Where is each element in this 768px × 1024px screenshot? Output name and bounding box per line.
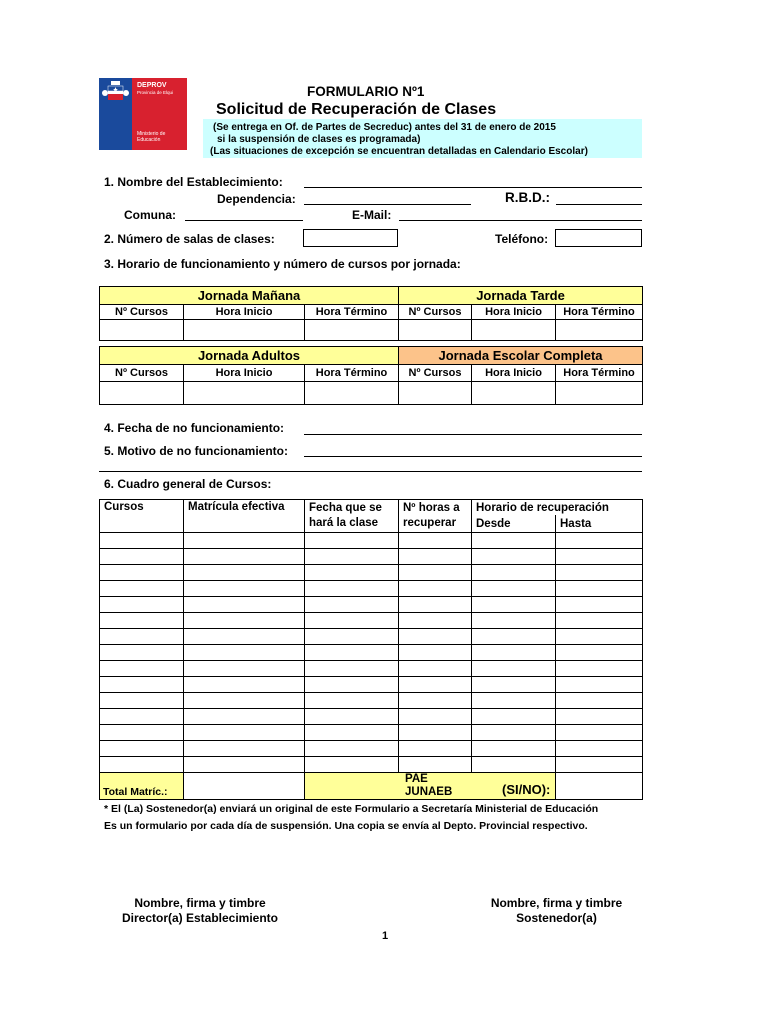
input-rbd[interactable] [556,204,642,205]
col-ncursos: Nº Cursos [399,365,472,382]
table-jornada-adultos-completa [99,346,643,405]
header-jornada-adultos: Jornada Adultos [100,347,399,365]
label-email: E-Mail: [352,208,392,222]
input-cell[interactable] [184,661,305,677]
input-cell[interactable] [399,320,472,341]
input-cell[interactable] [184,725,305,741]
input-cell[interactable] [556,597,643,613]
input-cell[interactable] [472,725,556,741]
input-cell[interactable] [472,757,556,773]
form-subtitle: Solicitud de Recuperación de Clases [216,101,497,118]
note-2: si la suspensión de clases es programada) [217,134,421,145]
col-hora-inicio: Hora Inicio [184,365,305,382]
input-cell[interactable] [184,549,305,565]
input-cell[interactable] [305,741,399,757]
signature-sostenedor-line2: Sostenedor(a) [516,911,597,925]
table-row [100,757,643,773]
input-cell[interactable] [184,677,305,693]
input-cell[interactable] [100,741,184,757]
input-cell[interactable] [305,725,399,741]
input-cell[interactable] [305,533,399,549]
input-cell[interactable] [556,645,643,661]
input-cell[interactable] [472,581,556,597]
header-fecha-line2: hará la clase [309,517,379,529]
input-cell[interactable] [100,533,184,549]
input-cell[interactable] [100,613,184,629]
pae-line1: PAE [405,773,428,785]
col-hora-termino: Hora Término [556,365,643,382]
input-cell[interactable] [399,661,472,677]
header-matricula: Matrícula efectiva [184,500,305,533]
input-cell[interactable] [472,645,556,661]
input-cell[interactable] [556,709,643,725]
input-fecha-no[interactable] [304,434,642,435]
pae-label [405,773,452,799]
header-jornada-completa: Jornada Escolar Completa [399,347,643,365]
footnote-1: * El (La) Sostenedor(a) enviará un original de este Formulario a Secretaría Ministerial de Educación [104,803,599,815]
input-cell[interactable] [100,382,184,405]
input-cell[interactable] [100,725,184,741]
input-cell[interactable] [556,629,643,645]
input-cell[interactable] [305,645,399,661]
input-cell[interactable] [184,320,305,341]
input-cell[interactable] [556,382,643,405]
header-fecha [305,500,399,533]
input-cell[interactable] [100,549,184,565]
header-horario-recuperacion: Horario de recuperación [472,500,643,516]
header-desde: Desde [472,515,556,532]
input-cell[interactable] [305,677,399,693]
form-title: FORMULARIO Nº1 [307,84,425,99]
input-cell[interactable] [399,741,472,757]
input-cell[interactable] [399,382,472,405]
header-jornada-tarde: Jornada Tarde [399,287,643,305]
input-cell[interactable] [100,629,184,645]
footnote-2: Es un formulario por cada día de suspensión. Una copia se envía al Depto. Provincial respectivo. [104,820,588,832]
signature-director-line2: Director(a) Establecimiento [121,911,279,925]
label-motivo-no: 5. Motivo de no funcionamiento: [104,444,288,458]
input-cell[interactable] [556,549,643,565]
input-cell[interactable] [100,320,184,341]
input-cell[interactable] [305,661,399,677]
col-hora-termino: Hora Término [556,305,643,320]
input-motivo-extra[interactable] [99,471,642,472]
header-horas-line2: recuperar [403,517,457,529]
input-cell[interactable] [305,597,399,613]
input-cell[interactable] [472,565,556,581]
table-row [100,645,643,661]
table-row [100,565,643,581]
input-cell[interactable] [399,613,472,629]
table-row [100,581,643,597]
input-comuna[interactable] [185,220,303,221]
table-cursos [99,499,643,800]
table-row [100,741,643,757]
col-hora-inicio: Hora Inicio [184,305,305,320]
header-fecha-line1: Fecha que se [309,502,382,514]
input-cell[interactable] [184,709,305,725]
input-cell[interactable] [305,320,399,341]
input-cell[interactable] [472,533,556,549]
input-cell[interactable] [305,613,399,629]
header-horas [399,500,472,533]
input-cell[interactable] [399,677,472,693]
input-cell[interactable] [472,320,556,341]
note-3: (Las situaciones de excepción se encuentran detalladas en Calendario Escolar) [210,146,588,157]
input-cell[interactable] [399,629,472,645]
input-cell[interactable] [184,645,305,661]
input-cell[interactable] [556,320,643,341]
input-cell[interactable] [472,661,556,677]
pae-sino-input[interactable] [556,773,643,800]
deprov-logo [99,78,187,150]
input-cell[interactable] [472,693,556,709]
input-cell[interactable] [472,382,556,405]
table-jornada-manana-tarde [99,286,643,341]
input-cell[interactable] [556,565,643,581]
input-cell[interactable] [556,677,643,693]
label-salas: 2. Número de salas de clases: [104,232,275,246]
table-row [100,597,643,613]
input-cell[interactable] [556,661,643,677]
table-row [100,613,643,629]
note-1: (Se entrega en Of. de Partes de Secreduc) antes del 31 de enero de 2015 [213,122,556,133]
input-cell[interactable] [100,645,184,661]
input-cell[interactable] [399,757,472,773]
header-hasta: Hasta [556,515,643,532]
input-cell[interactable] [399,565,472,581]
signature-sostenedor-line1: Nombre, firma y timbre [490,896,623,910]
col-ncursos: Nº Cursos [100,305,184,320]
input-cell[interactable] [556,533,643,549]
input-cell[interactable] [472,549,556,565]
input-cell[interactable] [100,693,184,709]
input-cell[interactable] [100,677,184,693]
input-cell[interactable] [472,677,556,693]
input-cell[interactable] [184,757,305,773]
input-cell[interactable] [472,629,556,645]
col-hora-termino: Hora Término [305,365,399,382]
input-cell[interactable] [184,597,305,613]
input-cell[interactable] [184,581,305,597]
header-cursos: Cursos [100,500,184,533]
pae-line2: JUNAEB [405,786,453,798]
input-cell[interactable] [305,549,399,565]
signature-sostenedor [470,896,643,926]
input-cell[interactable] [305,382,399,405]
input-cell[interactable] [184,533,305,549]
table-row [100,693,643,709]
input-cell[interactable] [556,757,643,773]
input-cell[interactable] [472,597,556,613]
cursos-rows [100,533,643,773]
col-hora-termino: Hora Término [305,305,399,320]
input-cell[interactable] [399,693,472,709]
table-row [100,549,643,565]
input-cell[interactable] [100,709,184,725]
table-row [100,677,643,693]
label-establecimiento: 1. Nombre del Establecimiento: [104,175,283,189]
input-cell[interactable] [556,741,643,757]
header-jornada-manana: Jornada Mañana [100,287,399,305]
label-dependencia: Dependencia: [217,192,296,206]
input-cell[interactable] [399,581,472,597]
input-cell[interactable] [399,725,472,741]
col-hora-inicio: Hora Inicio [472,365,556,382]
input-cell[interactable] [184,382,305,405]
input-cell[interactable] [472,741,556,757]
input-establecimiento[interactable] [304,187,642,188]
input-cell[interactable] [399,597,472,613]
logo-ministry: Ministerio de Educación [137,131,166,143]
header-horas-line1: Nº horas a [403,502,460,514]
input-cell[interactable] [399,549,472,565]
table-row [100,709,643,725]
input-cell[interactable] [100,661,184,677]
input-cell[interactable] [184,741,305,757]
input-cell[interactable] [472,613,556,629]
input-cell[interactable] [184,629,305,645]
logo-blue-band [99,78,132,150]
label-fecha-no: 4. Fecha de no funcionamiento: [104,421,285,435]
input-cell[interactable] [399,709,472,725]
input-cell[interactable] [305,629,399,645]
input-email[interactable] [399,220,642,221]
page-number: 1 [382,930,389,942]
input-cell[interactable] [305,693,399,709]
input-cell[interactable] [184,693,305,709]
input-cell[interactable] [556,581,643,597]
input-cell[interactable] [100,757,184,773]
input-cell[interactable] [556,613,643,629]
input-motivo-no[interactable] [304,456,642,457]
input-cell[interactable] [305,581,399,597]
table-row [100,533,643,549]
col-ncursos: Nº Cursos [399,305,472,320]
input-cell[interactable] [184,613,305,629]
table-row [100,629,643,645]
label-comuna: Comuna: [124,208,176,222]
label-rbd: R.B.D.: [505,190,550,205]
input-cell[interactable] [184,565,305,581]
input-dependencia[interactable] [304,204,471,205]
total-matricula-input[interactable] [184,773,305,800]
input-cell[interactable] [399,533,472,549]
logo-province: Provincia de Elqui [137,90,174,95]
input-cell[interactable] [472,709,556,725]
signature-director-line1: Nombre, firma y timbre [134,896,266,910]
signature-director [100,896,300,926]
coat-of-arms-icon [99,78,132,108]
input-telefono[interactable] [555,229,642,247]
input-cell[interactable] [305,709,399,725]
col-ncursos: Nº Cursos [100,365,184,382]
label-horario: 3. Horario de funcionamiento y número de cursos por jornada: [104,257,461,271]
logo-org: DEPROV [137,82,167,89]
table-row [100,661,643,677]
total-matricula-label: Total Matríc.: [100,773,184,800]
input-cell[interactable] [399,645,472,661]
pae-junaeb-cell [305,773,556,800]
input-cell[interactable] [100,581,184,597]
input-salas[interactable] [303,229,398,247]
input-cell[interactable] [556,725,643,741]
input-cell[interactable] [305,565,399,581]
sino-label: (SI/NO): [502,782,551,797]
label-telefono: Teléfono: [495,232,549,246]
input-cell[interactable] [100,565,184,581]
input-cell[interactable] [556,693,643,709]
input-cell[interactable] [305,757,399,773]
col-hora-inicio: Hora Inicio [472,305,556,320]
input-cell[interactable] [100,597,184,613]
table-row [100,725,643,741]
label-cuadro: 6. Cuadro general de Cursos: [104,477,272,491]
